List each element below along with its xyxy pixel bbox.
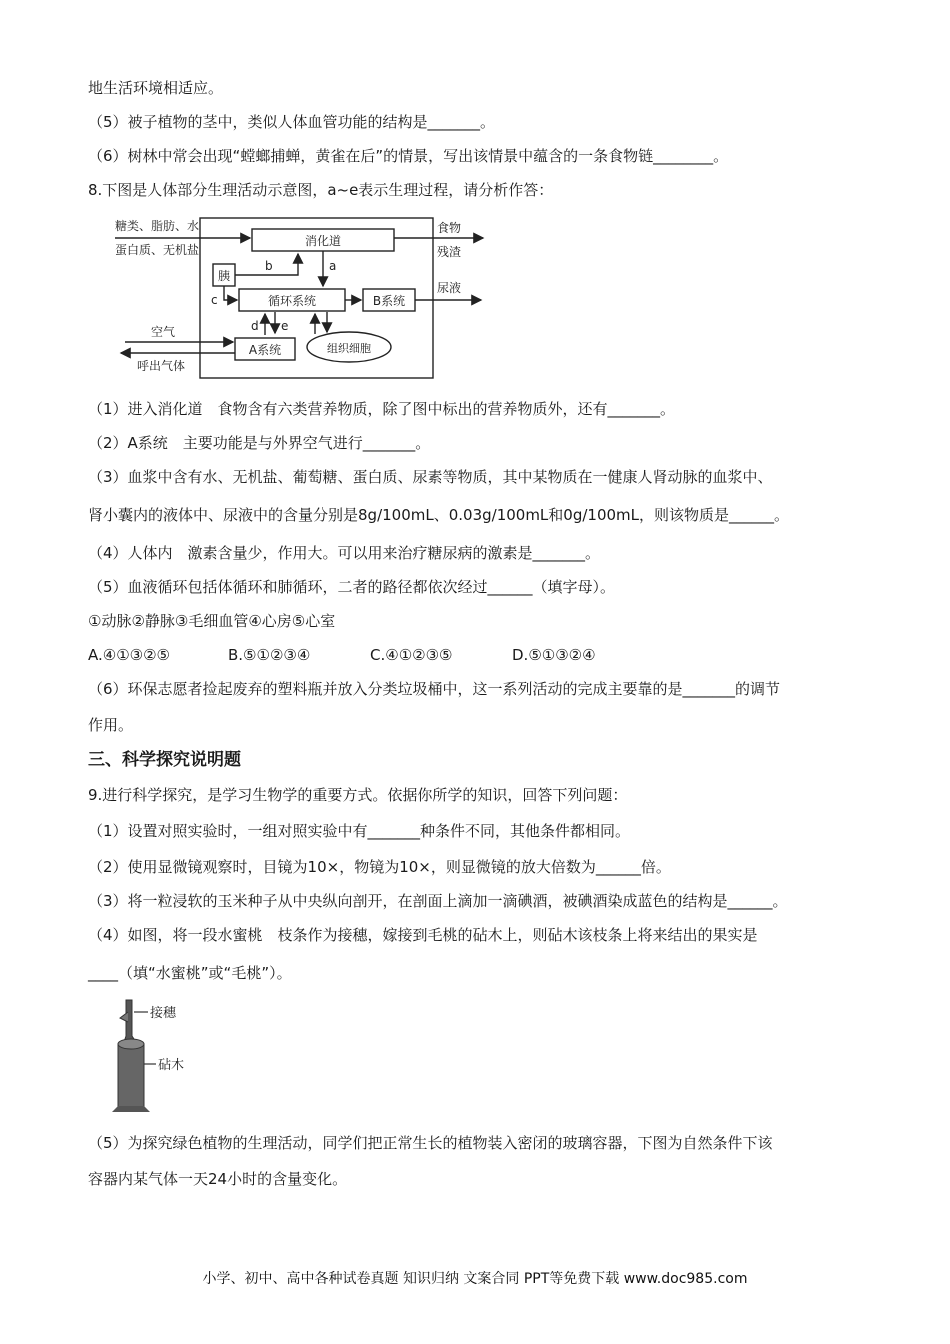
question-7-5: （5）被子植物的茎中，类似人体血管功能的结构是_______。 (88, 113, 496, 131)
process-e: e (281, 319, 289, 333)
question-8-4: （4）人体内 激素含量少，作用大。可以用来治疗糖尿病的激素是_______。 (88, 544, 601, 562)
question-7-6: （6）树林中常会出现“螳螂捕蝉，黄雀在后”的情景，写出该情景中蕴含的一条食物链________。 (88, 147, 729, 165)
exhaled-gas-label: 呼出气体 (137, 359, 186, 373)
question-9-4-cont: ____（填“水蜜桃”或“毛桃”）。 (88, 964, 292, 982)
process-a: a (329, 259, 337, 273)
process-b: b (265, 259, 273, 273)
residue-label: 残渣 (437, 245, 462, 259)
option-c: C.④①②③⑤ (370, 646, 453, 664)
air-label: 空气 (151, 325, 176, 339)
options-key: ①动脉②静脉③毛细血管④心房⑤心室 (88, 612, 336, 630)
physiology-diagram (115, 212, 495, 384)
b-system-label: B系统 (372, 294, 406, 308)
grafting-illustration (98, 994, 208, 1124)
rootstock-label: 砧木 (158, 1058, 185, 1073)
process-c: c (211, 293, 218, 307)
question-9-5-cont: 容器内某气体一天24小时的含量变化。 (88, 1170, 348, 1188)
tissue-cells-label: 组织细胞 (327, 342, 371, 355)
urine-label: 尿液 (437, 281, 462, 295)
question-9-stem: 9.进行科学探究，是学习生物学的重要方式。依据你所学的知识，回答下列问题： (88, 786, 628, 804)
question-8-3: （3）血浆中含有水、无机盐、葡萄糖、蛋白质、尿素等物质，其中某物质在一健康人肾动脉的血浆中、 (88, 468, 773, 486)
process-d: d (251, 319, 259, 333)
question-8-6: （6）环保志愿者捡起废弃的塑料瓶并放入分类垃圾桶中，这一系列活动的完成主要靠的是_______的调节 (88, 680, 781, 698)
question-8-1: （1）进入消化道 食物含有六类营养物质，除了图中标出的营养物质外，还有_______。 (88, 400, 676, 418)
question-8-6-cont: 作用。 (88, 716, 134, 734)
circulatory-system-label: 循环系统 (267, 294, 317, 308)
option-d: D.⑤①③②④ (512, 646, 596, 664)
pancreas-label: 胰 (217, 269, 231, 283)
question-8-2: （2）A系统 主要功能是与外界空气进行_______。 (88, 434, 431, 452)
food-label: 食物 (437, 221, 462, 235)
text-line: 地生活环境相适应。 (88, 79, 224, 97)
question-9-4: （4）如图，将一段水蜜桃 枝条作为接穗，嫁接到毛桃的砧木上，则砧木该枝条上将来结出的果实是 (88, 926, 758, 944)
question-9-1: （1）设置对照实验时，一组对照实验中有_______种条件不同，其他条件都相同。 (88, 822, 631, 840)
question-9-2: （2）使用显微镜观察时，目镜为10×，物镜为10×，则显微镜的放大倍数为______倍。 (88, 858, 671, 876)
option-b: B.⑤①②③④ (228, 646, 311, 664)
question-9-3: （3）将一粒浸软的玉米种子从中央纵向剖开，在剖面上滴加一滴碘酒，被碘酒染成蓝色的结构是______。 (88, 892, 788, 910)
option-a: A.④①③②⑤ (88, 646, 171, 664)
page-footer: 小学、初中、高中各种试卷真题 知识归纳 文案合同 PPT等免费下载 www.doc985.com (202, 1271, 748, 1287)
question-8-5: （5）血液循环包括体循环和肺循环，二者的路径都依次经过______（填字母）。 (88, 578, 616, 596)
scion-label: 接穗 (150, 1006, 177, 1021)
digestive-tract-label: 消化道 (304, 234, 342, 248)
question-9-5: （5）为探究绿色植物的生理活动，同学们把正常生长的植物装入密闭的玻璃容器，下图为自然条件下该 (88, 1134, 773, 1152)
section-heading: 三、科学探究说明题 (88, 750, 241, 770)
question-8-stem: 8.下图是人体部分生理活动示意图，a~e表示生理过程，请分析作答： (88, 181, 554, 199)
input-nutrients-top: 糖类、脂肪、水 (115, 219, 200, 233)
a-system-label: A系统 (248, 343, 282, 357)
question-8-3-cont: 肾小囊内的液体中、尿液中的含量分别是8g/100mL、0.03g/100mL和0g/100mL，则该物质是______。 (88, 506, 790, 524)
input-nutrients-bottom: 蛋白质、无机盐 (115, 243, 200, 257)
